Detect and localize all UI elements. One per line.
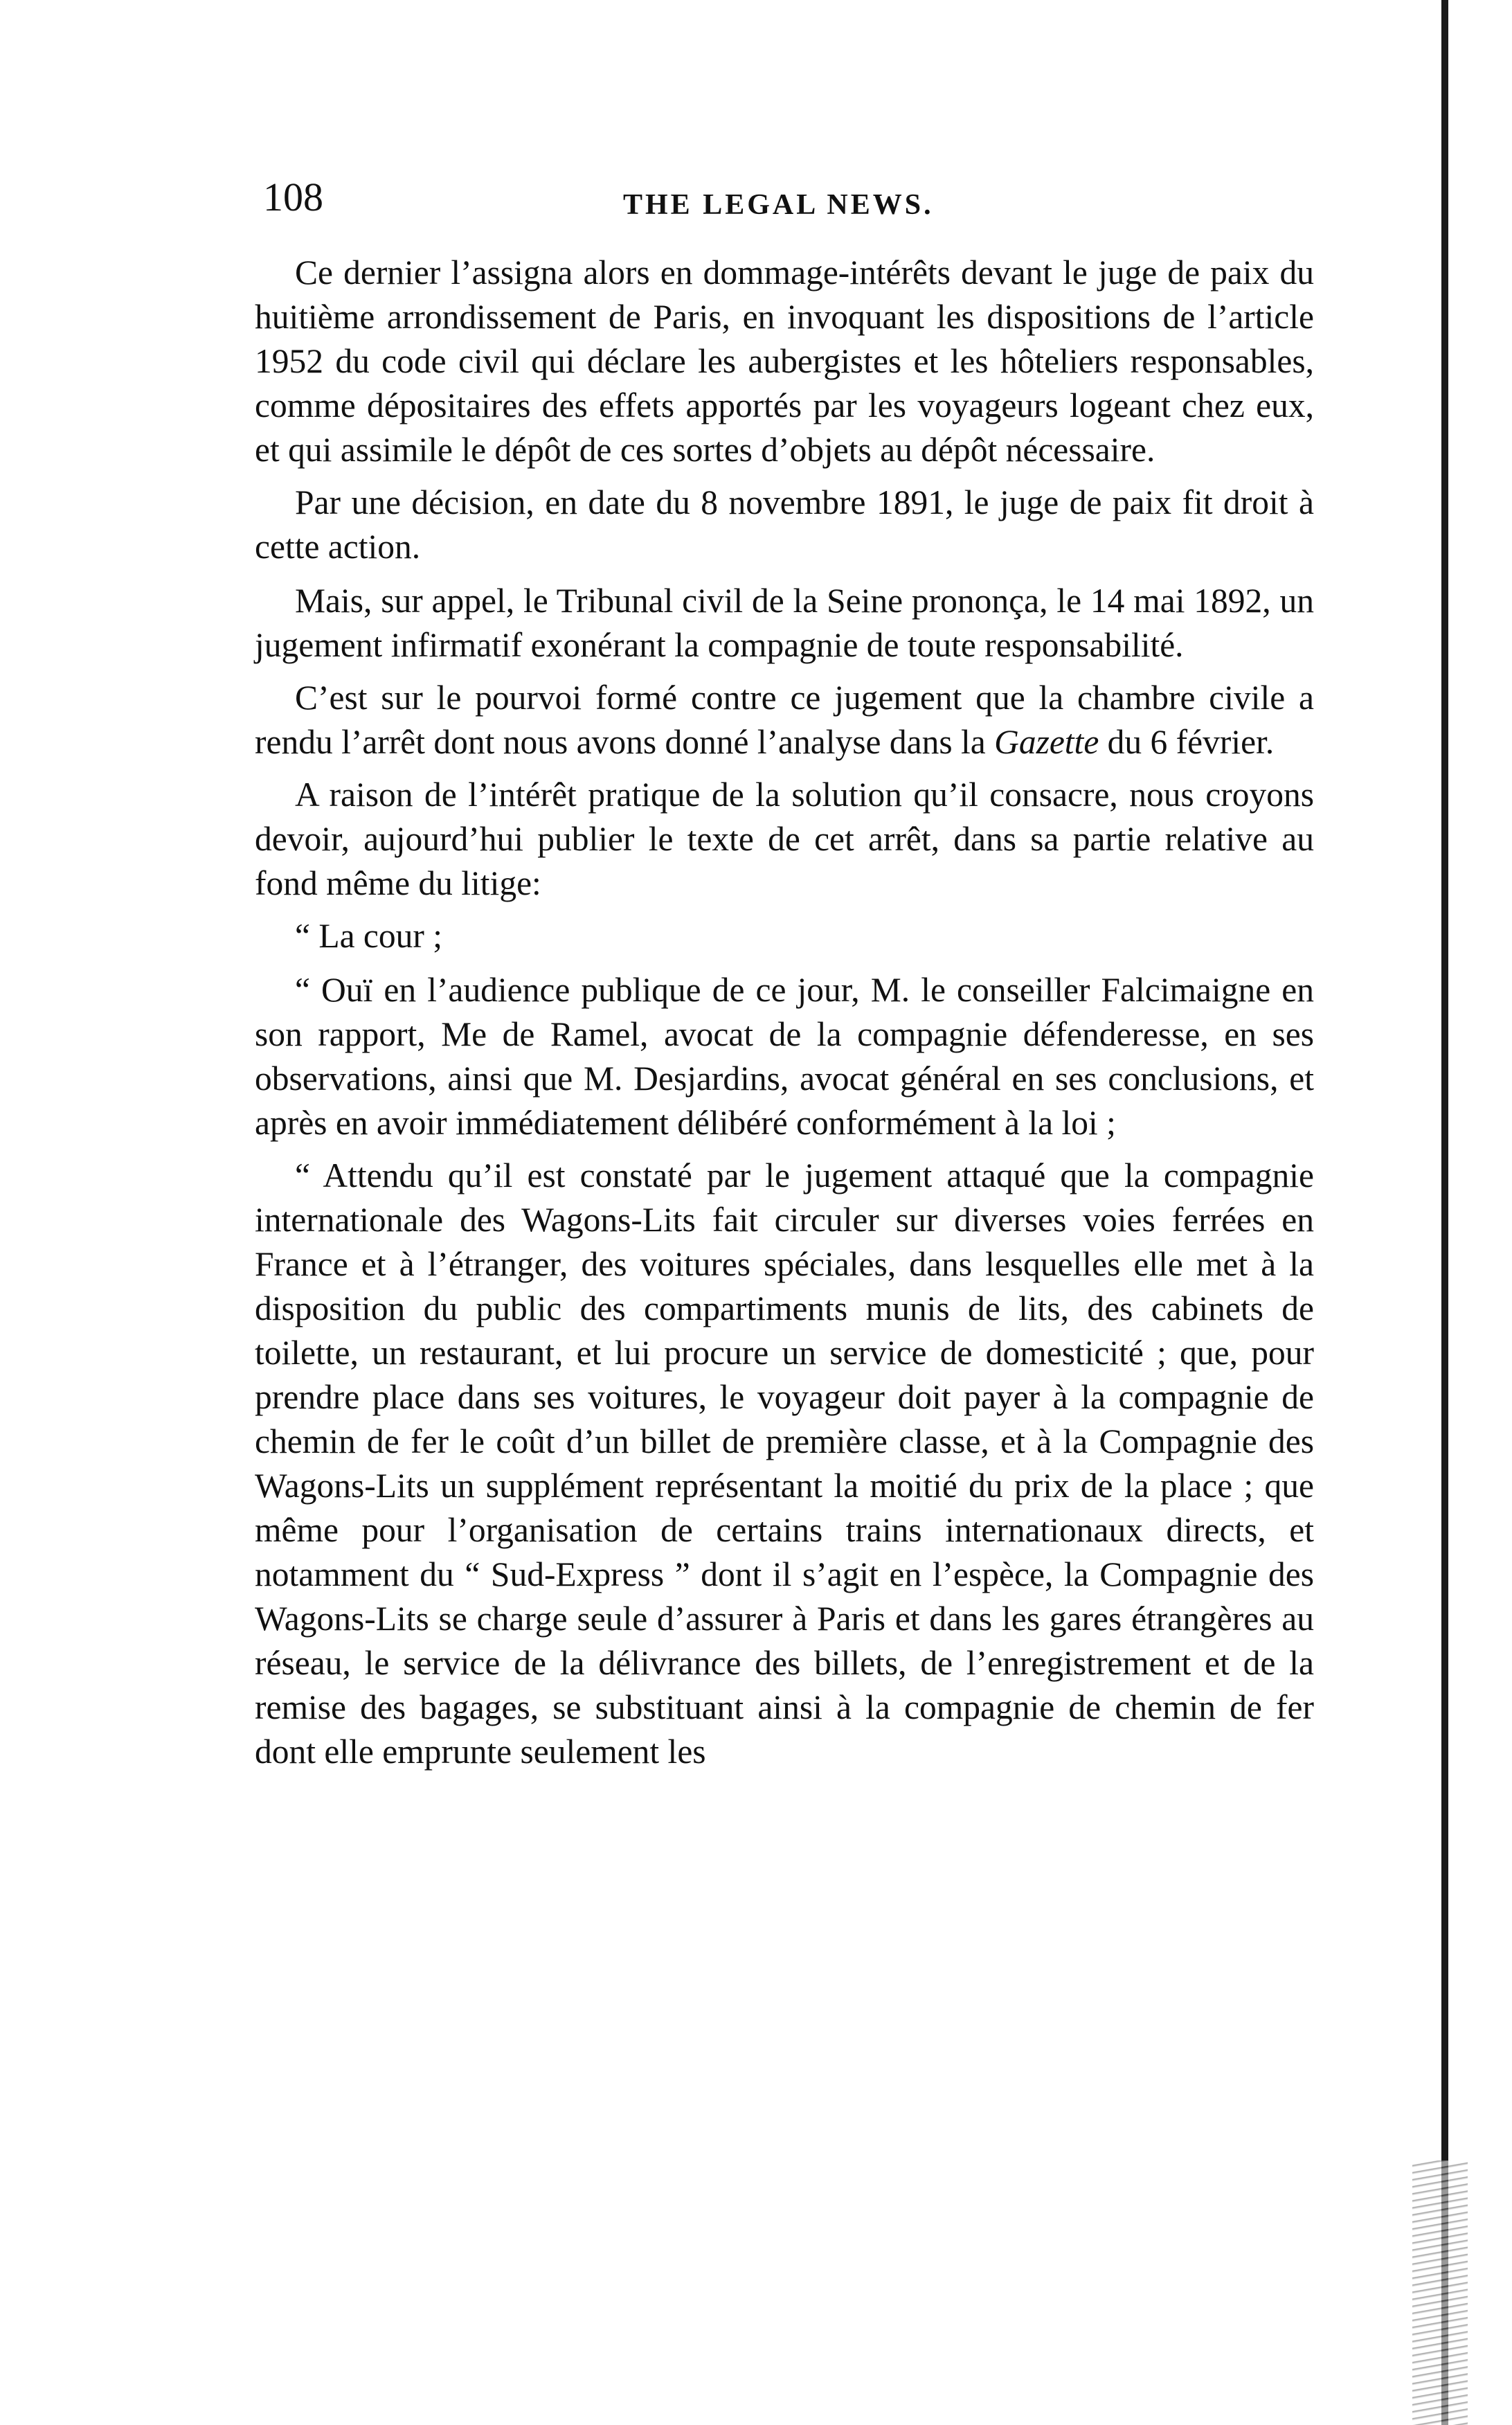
paragraph-pourvoi	[255, 676, 1314, 764]
paragraph-attendu: “ Attendu qu’il est constaté par le jugement attaqué que la compagnie internationale des Wagons-Lits fait circuler sur diverses voies ferrées en France et à l’étranger, des voitures spéciales, dans lesquelles elle met à la disposition du public des compartiments munis de lits, des cabinets de toilette, un restaurant, et lui procure un service de domesticité ; que, pour prendre place dans ses voitures, le voyageur doit payer à la compagnie de chemin de fer le coût d’un billet de première classe, et à la Compagnie des Wagons-Lits un supplément représentant la moitié du prix de la place ; que même pour l’organisation de certains trains internationaux directs, et notamment du “ Sud-Express ” dont il s’agit en l’espèce, la Compagnie des Wagons-Lits se charge seule d’assurer à Paris et dans les gares étrangères au réseau, le service de la délivrance des billets, de l’enregistrement et de la remise des bagages, se substituant ainsi à la compagnie de chemin de fer dont elle emprunte seulement les	[255, 1156, 1314, 1771]
page-number: 108	[263, 175, 323, 220]
paragraph-assignation: Ce dernier l’assigna alors en dommage-intérêts devant le juge de paix du huitième arrondissement de Paris, en invoquant les dispositions de l’article 1952 du code civil qui déclare les aubergistes et les hôteliers responsables, comme dépositaires des effets apportés par les voyageurs logeant chez eux, et qui assimile le dépôt de ces sortes d’objets au dépôt nécessaire.	[255, 253, 1314, 469]
body-text	[255, 251, 1314, 1782]
running-title: THE LEGAL NEWS.	[623, 189, 934, 221]
paragraph-pourvoi-end: du 6 février.	[1099, 723, 1275, 761]
page-edge-damage	[1412, 2160, 1468, 2425]
paragraph-decision: Par une décision, en date du 8 novembre 1891, le juge de paix fit droit à cette action.	[255, 483, 1314, 566]
paragraph-oui: “ Ouï en l’audience publique de ce jour, M. le conseiller Falcimaigne en son rapport, Me de Ramel, avocat de la compagnie défenderesse, en ses observations, ainsi que M. Desjardins, avocat général en ses conclusions, et après en avoir immédiatement délibéré conformément à la loi ;	[255, 971, 1314, 1142]
paragraph-pourvoi-text: C’est sur le pourvoi formé contre ce jugement que la chambre civile a rendu l’arrêt dont nous avons donné l’analyse dans la	[255, 679, 1314, 761]
binding-edge	[1441, 0, 1448, 2425]
gazette-title: Gazette	[994, 723, 1099, 761]
paragraph-raison: A raison de l’intérêt pratique de la solution qu’il consacre, nous croyons devoir, aujourd’hui publier le texte de cet arrêt, dans sa partie relative au fond même du litige:	[255, 776, 1314, 902]
paragraph-appel: Mais, sur appel, le Tribunal civil de la Seine prononça, le 14 mai 1892, un jugement infirmatif exonérant la compagnie de toute responsabilité.	[255, 582, 1314, 664]
paragraph-la-cour: “ La cour ;	[295, 917, 443, 955]
page-header	[263, 173, 1315, 229]
